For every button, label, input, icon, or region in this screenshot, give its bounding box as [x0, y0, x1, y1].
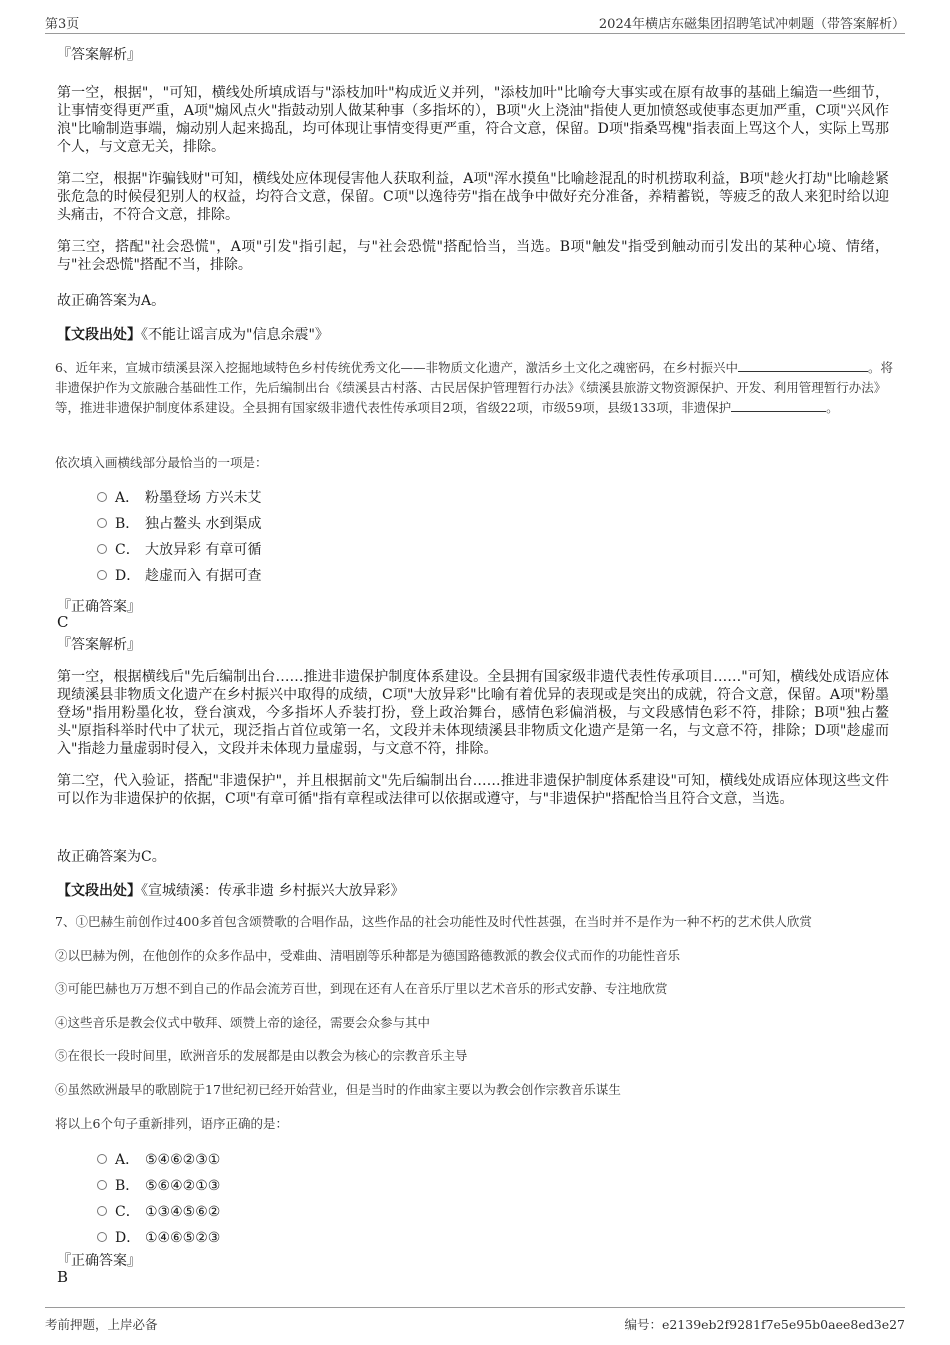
q7-sentence-6: ⑥虽然欧洲最早的歌剧院于17世纪初已经开始营业，但是当时的作曲家主要以为教会创作宗教音乐谋生: [55, 1082, 621, 1097]
q6-explanation: [57, 668, 889, 808]
radio-icon[interactable]: [97, 1180, 107, 1190]
prev-explanation: [57, 84, 889, 274]
q7-answer: B: [57, 1268, 69, 1286]
q7-option-d[interactable]: D． ①④⑥⑤②③: [97, 1228, 220, 1248]
q7-option-c[interactable]: C． ①③④⑤⑥②: [97, 1202, 220, 1222]
q6-answer: C: [57, 613, 69, 631]
q6-explanation-label: 『答案解析』: [57, 637, 141, 653]
q6-blank-1: [738, 371, 868, 372]
document-title: 2024年横店东磁集团招聘笔试冲刺题（带答案解析）: [598, 17, 905, 32]
q7-sentence-4: ④这些音乐是教会仪式中敬拜、颂赞上帝的途径，需要会众参与其中: [55, 1015, 431, 1030]
radio-icon[interactable]: [97, 544, 107, 554]
q6-option-c[interactable]: C． 大放异彩 有章可循: [97, 540, 261, 560]
page-header: [45, 13, 905, 34]
radio-icon[interactable]: [97, 570, 107, 580]
q7-sentence-1: 7、①巴赫生前创作过400多首包含颂赞歌的合唱作品，这些作品的社会功能性及时代性甚强，在当时并不是作为一种不朽的艺术供人欣赏: [55, 914, 812, 929]
prev-explanation-p3: 第三空，搭配"社会恐慌"，A项"引发"指引起，与"社会恐慌"搭配恰当，当选。B项"触发"指受到触动而引发出的某种心境、情绪，与"社会恐慌"搭配不当，排除。: [57, 239, 889, 273]
q7-correct-label: 『正确答案』: [57, 1253, 141, 1269]
footer-slogan: 考前押题，上岸必备: [45, 1317, 158, 1332]
q7-option-a[interactable]: A． ⑤④⑥②③①: [97, 1150, 220, 1170]
radio-icon[interactable]: [97, 1154, 107, 1164]
q6-blank-2: [731, 411, 826, 412]
q7-sentence-3: ③可能巴赫也万万想不到自己的作品会流芳百世，到现在还有人在音乐厅里以艺术音乐的形式安静、专注地欣赏: [55, 981, 668, 996]
source-label: 【文段出处】: [57, 883, 141, 899]
prev-source: [57, 324, 329, 344]
prev-explanation-p2: 第二空，根据"诈骗钱财"可知，横线处应体现侵害他人获取利益，A项"浑水摸鱼"比喻趁混乱的时机捞取利益，B项"趁火打劫"比喻趁紧张危急的时候侵犯别人的权益，均符合文意，保留。C项"以逸待劳"指在战争中做好充分准备，养精蓄锐，等疲乏的敌人来犯时给以迎头痛击，不符合文意，排除。: [57, 171, 889, 223]
q7-sentence-5: ⑤在很长一段时间里，欧洲音乐的发展都是由以教会为核心的宗教音乐主导: [55, 1048, 468, 1063]
q6-stem-part2: 。将非遗保护作为文旅融合基础性工作，先后编制出台《绩溪县古村落、古民居保护管理暂行办法》《绩溪县旅游文物资源保护、开发、利用管理暂行办法》等，推进非遗保护制度体系建设。全县拥有国家级非遗代表性传承项目2项，省级22项，市级59项，县级133项，非遗保护: [55, 360, 893, 415]
q6-option-b[interactable]: B． 独占鳌头 水到渠成: [97, 514, 261, 534]
source-text: 《不能让谣言成为"信息余震"》: [141, 327, 329, 343]
q6-source: [57, 880, 404, 900]
radio-icon[interactable]: [97, 518, 107, 528]
radio-icon[interactable]: [97, 1232, 107, 1242]
radio-icon[interactable]: [97, 1206, 107, 1216]
q6-prompt: 依次填入画横线部分最恰当的一项是：: [55, 455, 268, 470]
q6-explanation-p2: 第二空，代入验证，搭配"非遗保护"，并且根据前文"先后编制出台……推进非遗保护制度体系建设"可知，横线处成语应体现这些文件可以作为非遗保护的依据，C项"有章可循"指有章程或法律可以依据或遵守，与"非遗保护"搭配恰当且符合文意，当选。: [57, 773, 889, 807]
q6-explanation-p1: 第一空，根据横线后"先后编制出台……推进非遗保护制度体系建设。全县拥有国家级非遗代表性传承项目……"可知，横线处成语应体现绩溪县非物质文化遗产在乡村振兴中取得的成绩，C项"大放异彩"比喻有着优异的表现或是突出的成就，符合文意，保留。A项"粉墨登场"指用粉墨化妆，登台演戏，今多指坏人乔装打扮，登上政治舞台，感情色彩偏消极，与文段感情色彩不符，排除；B项"独占鳌头"原指科举时代中了状元，现泛指占首位或第一名，文段并未体现绩溪县非物质文化遗产是第一名，与文意不符，排除；D项"趁虚而入"指趁力量虚弱时侵入，文段并未体现力量虚弱，与文意不符，排除。: [57, 669, 889, 757]
prev-explanation-p1: 第一空，根据"，"可知，横线处所填成语与"添枝加叶"构成近义并列，"添枝加叶"比喻夸大事实或在原有故事的基础上编造一些细节，让事情变得更严重，A项"煽风点火"指鼓动别人做某种事（多指坏的），B项"火上浇油"指使人更加愤怒或使事态更加严重，C项"兴风作浪"比喻制造事端，煽动别人起来捣乱，均可体现让事情变得更严重，符合文意，保留。D项"指桑骂槐"指表面上骂这个人，实际上骂那个人，与文意无关，排除。: [57, 85, 889, 155]
prev-conclusion: 故正确答案为A。: [57, 293, 166, 309]
source-label: 【文段出处】: [57, 327, 141, 343]
page-footer: [45, 1307, 905, 1338]
q6-option-d[interactable]: D． 趁虚而入 有据可查: [97, 566, 261, 586]
q6-conclusion: 故正确答案为C。: [57, 849, 166, 865]
explanation-label: 『答案解析』: [57, 47, 141, 63]
q6-stem: [55, 358, 895, 418]
q6-stem-part1: 6、近年来，宣城市绩溪县深入挖掘地域特色乡村传统优秀文化——非物质文化遗产，激活乡土文化之魂密码，在乡村振兴中: [55, 360, 738, 375]
source-text: 《宣城绩溪：传承非遗 乡村振兴大放异彩》: [141, 883, 405, 899]
q7-prompt: 将以上6个句子重新排列，语序正确的是：: [55, 1116, 288, 1131]
q6-correct-label: 『正确答案』: [57, 599, 141, 615]
q7-option-b[interactable]: B． ⑤⑥④②①③: [97, 1176, 220, 1196]
q6-option-a[interactable]: A． 粉墨登场 方兴未艾: [97, 488, 261, 508]
footer-serial: 编号：e2139eb2f9281f7e5e95b0aee8ed3e27: [624, 1317, 905, 1332]
radio-icon[interactable]: [97, 492, 107, 502]
page-number: 第3页: [45, 17, 80, 32]
q6-stem-part3: 。: [826, 400, 839, 415]
q7-sentence-2: ②以巴赫为例，在他创作的众多作品中，受难曲、清唱剧等乐种都是为德国路德教派的教会仪式而作的功能性音乐: [55, 948, 681, 963]
